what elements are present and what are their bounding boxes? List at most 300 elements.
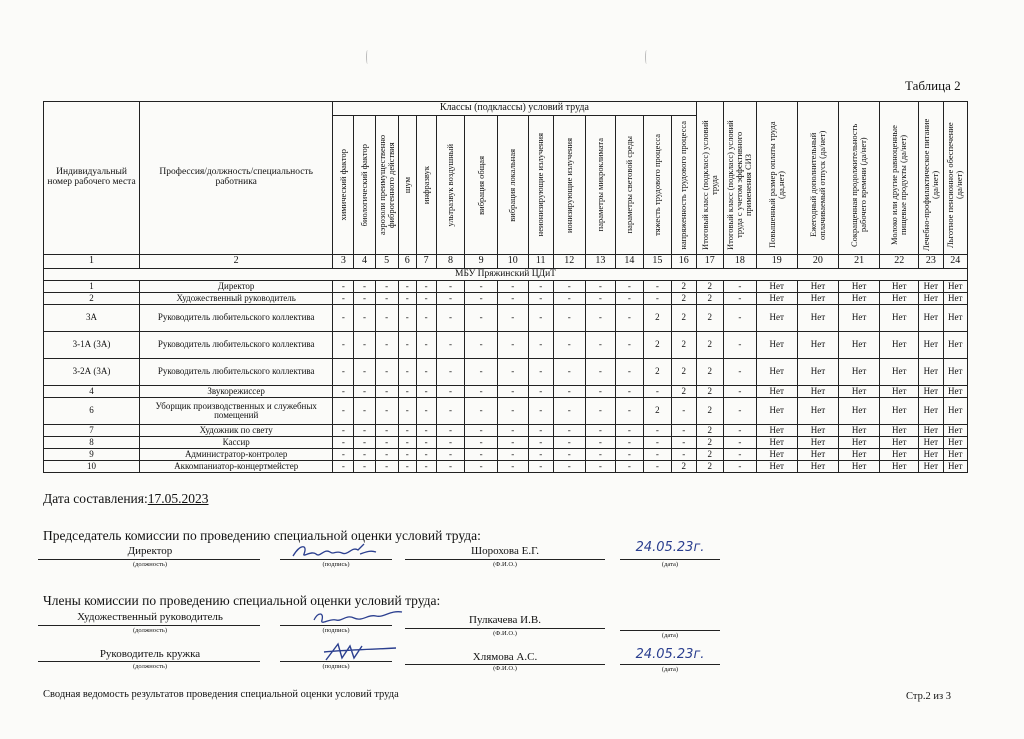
factor-class: - [333, 305, 354, 332]
factor-class: - [333, 332, 354, 359]
factor-class: - [375, 449, 398, 461]
final-class-siz: - [723, 437, 756, 449]
final-class-siz: - [723, 305, 756, 332]
factor-class: - [672, 398, 696, 425]
factor-class: - [616, 305, 643, 332]
table-row [44, 386, 968, 398]
column-number: 5 [375, 255, 398, 269]
factor-class: - [643, 449, 672, 461]
factor-class: - [354, 449, 375, 461]
workplace-id: 3-2А (3А) [44, 359, 140, 386]
factor-class: 2 [672, 293, 696, 305]
factor-class: - [375, 461, 398, 473]
guarantee-value: Нет [839, 449, 880, 461]
factor-class: - [416, 305, 436, 332]
member2-position: Руководитель кружка [99, 648, 201, 660]
factor-class: - [643, 425, 672, 437]
chair-date: 24.05.23г. [635, 540, 705, 555]
header-factor: параметры микроклимата [585, 116, 616, 255]
factor-class: - [497, 461, 528, 473]
guarantee-value: Нет [756, 386, 797, 398]
guarantee-value: Нет [943, 398, 967, 425]
final-class-siz: - [723, 386, 756, 398]
guarantee-value: Нет [919, 461, 943, 473]
factor-class: - [528, 461, 553, 473]
column-number: 4 [354, 255, 375, 269]
factor-class: - [436, 386, 465, 398]
final-class-siz: - [723, 281, 756, 293]
factor-class: - [553, 461, 585, 473]
chair-position-label: (должность) [132, 561, 168, 568]
final-class-siz: - [723, 461, 756, 473]
factor-class: - [497, 332, 528, 359]
guarantee-value: Нет [756, 332, 797, 359]
workplace-id: 10 [44, 461, 140, 473]
factor-class: - [465, 281, 498, 293]
factor-class: 2 [672, 359, 696, 386]
factor-class: - [375, 437, 398, 449]
factor-class: - [333, 425, 354, 437]
guarantee-value: Нет [943, 386, 967, 398]
factor-class: - [354, 398, 375, 425]
member1-position: Художественный руководитель [77, 611, 223, 623]
factor-class: - [416, 425, 436, 437]
factor-class: - [375, 293, 398, 305]
factor-class: - [436, 359, 465, 386]
factor-class: - [585, 449, 616, 461]
guarantee-value: Нет [797, 398, 838, 425]
factor-class: - [585, 461, 616, 473]
header-final-class: Итоговый класс (подкласс) условий труда [696, 102, 723, 255]
column-number: 16 [672, 255, 696, 269]
factor-class: - [497, 359, 528, 386]
page-number: Стр.2 из 3 [906, 691, 951, 702]
factor-class: - [672, 437, 696, 449]
header-classes-group: Классы (подклассы) условий труда [333, 102, 696, 116]
final-class-siz: - [723, 425, 756, 437]
column-number: 21 [839, 255, 880, 269]
factor-class: - [398, 293, 416, 305]
table-row [44, 461, 968, 473]
factor-class: - [528, 386, 553, 398]
chair-signature-label: (подпись) [322, 561, 350, 568]
header-factor: вибрация общая [465, 116, 498, 255]
guarantee-value: Нет [839, 359, 880, 386]
header-factor: неионизирующие излучения [528, 116, 553, 255]
factor-class: - [497, 293, 528, 305]
chair-date-label: (дата) [661, 561, 679, 568]
guarantee-value: Нет [797, 386, 838, 398]
profession: Художник по свету [140, 425, 333, 437]
table-row [44, 359, 968, 386]
factor-class: - [416, 359, 436, 386]
profession: Руководитель любительского коллектива [140, 359, 333, 386]
final-class-siz: - [723, 293, 756, 305]
guarantee-value: Нет [797, 281, 838, 293]
factor-class: - [416, 449, 436, 461]
factor-class: - [333, 437, 354, 449]
workplace-id: 3-1А (3А) [44, 332, 140, 359]
factor-class: - [436, 425, 465, 437]
factor-class: - [585, 425, 616, 437]
final-class: 2 [696, 461, 723, 473]
factor-class: - [398, 398, 416, 425]
date-label: Дата составления: [43, 491, 148, 506]
factor-class: - [465, 425, 498, 437]
factor-class: - [333, 398, 354, 425]
factor-class: - [398, 437, 416, 449]
factor-class: - [553, 398, 585, 425]
final-class: 2 [696, 437, 723, 449]
factor-class: - [354, 305, 375, 332]
factor-class: - [436, 293, 465, 305]
factor-class: - [465, 386, 498, 398]
member1-date-label: (дата) [661, 632, 679, 639]
table-row [44, 293, 968, 305]
factor-class: 2 [672, 461, 696, 473]
factor-class: - [616, 398, 643, 425]
column-number: 13 [585, 255, 616, 269]
header-profession: Профессия/должность/специальность работника [140, 102, 333, 255]
header-factor: аэрозоли преимущественно фиброгенного действия [375, 116, 398, 255]
column-number: 6 [398, 255, 416, 269]
guarantee-value: Нет [839, 425, 880, 437]
guarantee-value: Нет [943, 461, 967, 473]
header-factor: ультразвук воздушный [436, 116, 465, 255]
member2-fio-label: (Ф.И.О.) [493, 665, 517, 672]
guarantee-value: Нет [756, 281, 797, 293]
header-milk: Молоко или другие равноценные пищевые продукты (да/нет) [880, 102, 919, 255]
factor-class: 2 [643, 332, 672, 359]
factor-class: - [375, 281, 398, 293]
final-class: 2 [696, 449, 723, 461]
profession: Руководитель любительского коллектива [140, 305, 333, 332]
factor-class: - [354, 386, 375, 398]
factor-class: - [528, 449, 553, 461]
factor-class: - [398, 386, 416, 398]
profession: Уборщик производственных и служебных помещений [140, 398, 333, 425]
table-row [44, 425, 968, 437]
factor-class: - [553, 449, 585, 461]
header-factor: химический фактор [333, 116, 354, 255]
factor-class: - [416, 332, 436, 359]
factor-class: - [354, 461, 375, 473]
guarantee-value: Нет [919, 293, 943, 305]
factor-class: - [643, 461, 672, 473]
table-row [44, 305, 968, 332]
final-class-siz: - [723, 332, 756, 359]
factor-class: - [333, 293, 354, 305]
guarantee-value: Нет [880, 293, 919, 305]
factor-class: - [616, 332, 643, 359]
factor-class: - [416, 461, 436, 473]
factor-class: - [497, 425, 528, 437]
table-row [44, 437, 968, 449]
guarantee-value: Нет [880, 461, 919, 473]
factor-class: - [465, 449, 498, 461]
factor-class: - [585, 437, 616, 449]
header-pension: Льготное пенсионное обеспечение (да/нет) [943, 102, 967, 255]
factor-class: - [375, 332, 398, 359]
guarantee-value: Нет [797, 293, 838, 305]
factor-class: - [553, 332, 585, 359]
guarantee-value: Нет [880, 398, 919, 425]
guarantee-value: Нет [880, 359, 919, 386]
factor-class: - [436, 305, 465, 332]
table-label: Таблица 2 [905, 78, 961, 93]
factor-class: - [375, 305, 398, 332]
factor-class: - [585, 332, 616, 359]
guarantee-value: Нет [839, 437, 880, 449]
guarantee-value: Нет [797, 305, 838, 332]
guarantee-value: Нет [919, 437, 943, 449]
guarantee-value: Нет [919, 332, 943, 359]
factor-class: - [333, 359, 354, 386]
factor-class: - [553, 281, 585, 293]
table-header [44, 102, 968, 281]
factor-class: - [465, 293, 498, 305]
header-short-time: Сокращенная продолжительность рабочего времени (да/нет) [839, 102, 880, 255]
guarantee-value: Нет [839, 281, 880, 293]
header-factor: шум [398, 116, 416, 255]
factor-class: - [465, 461, 498, 473]
factor-class: - [354, 281, 375, 293]
chair-fio-label: (Ф.И.О.) [493, 561, 517, 568]
column-number: 9 [465, 255, 498, 269]
factor-class: - [585, 359, 616, 386]
factor-class: - [436, 461, 465, 473]
factor-class: - [643, 281, 672, 293]
factor-class: 2 [643, 398, 672, 425]
factor-class: - [416, 437, 436, 449]
factor-class: - [643, 386, 672, 398]
factor-class: - [528, 359, 553, 386]
final-class: 2 [696, 293, 723, 305]
guarantee-value: Нет [756, 293, 797, 305]
workplace-id: 3А [44, 305, 140, 332]
factor-class: - [553, 293, 585, 305]
guarantee-value: Нет [756, 305, 797, 332]
date-value: 17.05.2023 [147, 491, 209, 506]
guarantee-value: Нет [839, 305, 880, 332]
guarantee-value: Нет [839, 332, 880, 359]
guarantee-value: Нет [880, 449, 919, 461]
column-number: 7 [416, 255, 436, 269]
final-class: 2 [696, 398, 723, 425]
factor-class: - [398, 281, 416, 293]
factor-class: 2 [672, 332, 696, 359]
final-class: 2 [696, 281, 723, 293]
column-number: 10 [497, 255, 528, 269]
header-factor: напряженность трудового процесса [672, 116, 696, 255]
member2-position-label: (должность) [132, 663, 168, 670]
guarantee-value: Нет [756, 425, 797, 437]
header-extra-pay: Повышенный размер оплаты труда (да,нет) [756, 102, 797, 255]
factor-class: - [616, 293, 643, 305]
factor-class: - [354, 425, 375, 437]
factor-class: - [528, 398, 553, 425]
factor-class: - [333, 281, 354, 293]
factor-class: - [616, 359, 643, 386]
factor-class: - [465, 359, 498, 386]
factor-class: - [585, 386, 616, 398]
scan-mark [645, 50, 648, 64]
profession: Директор [140, 281, 333, 293]
factor-class: 2 [643, 305, 672, 332]
factor-class: - [465, 305, 498, 332]
factor-class: - [672, 425, 696, 437]
guarantee-value: Нет [797, 425, 838, 437]
final-class-siz: - [723, 398, 756, 425]
guarantee-value: Нет [943, 332, 967, 359]
guarantee-value: Нет [880, 305, 919, 332]
factor-class: - [528, 425, 553, 437]
factor-class: - [553, 437, 585, 449]
header-factor: тяжесть трудового процесса [643, 116, 672, 255]
workplace-id: 2 [44, 293, 140, 305]
factor-class: - [528, 305, 553, 332]
factor-class: - [616, 386, 643, 398]
column-number: 19 [756, 255, 797, 269]
workplace-id: 8 [44, 437, 140, 449]
guarantee-value: Нет [919, 305, 943, 332]
column-number: 2 [140, 255, 333, 269]
column-number: 18 [723, 255, 756, 269]
factor-class: - [585, 305, 616, 332]
footer-title: Сводная ведомость результатов проведения специальной оценки условий труда [43, 689, 399, 700]
factor-class: - [553, 425, 585, 437]
factor-class: - [553, 305, 585, 332]
guarantee-value: Нет [943, 425, 967, 437]
workplace-id: 1 [44, 281, 140, 293]
factor-class: - [465, 332, 498, 359]
members-heading: Члены комиссии по проведению специальной оценки условий труда: [43, 593, 441, 608]
factor-class: - [465, 437, 498, 449]
factor-class: - [416, 386, 436, 398]
factor-class: - [528, 293, 553, 305]
column-number: 1 [44, 255, 140, 269]
factor-class: - [436, 437, 465, 449]
factor-class: - [398, 461, 416, 473]
member1-position-label: (должность) [132, 627, 168, 634]
guarantee-value: Нет [880, 281, 919, 293]
factor-class: - [643, 437, 672, 449]
factor-class: 2 [672, 281, 696, 293]
guarantee-value: Нет [797, 332, 838, 359]
org-name: МБУ Пряжинский ЦДиТ [44, 269, 968, 281]
profession: Кассир [140, 437, 333, 449]
member2-signature-label: (подпись) [322, 663, 350, 670]
guarantee-value: Нет [756, 461, 797, 473]
factor-class: - [416, 398, 436, 425]
guarantee-value: Нет [880, 386, 919, 398]
header-food: Лечебно-профилактическое питание (да/нет) [919, 102, 943, 255]
member2-date-label: (дата) [661, 666, 679, 673]
scan-mark [366, 50, 369, 64]
member2-fio: Хлямова А.С. [472, 651, 538, 663]
table-row [44, 398, 968, 425]
factor-class: - [398, 449, 416, 461]
guarantee-value: Нет [880, 332, 919, 359]
factor-class: 2 [643, 359, 672, 386]
factor-class: - [375, 425, 398, 437]
table-row [44, 332, 968, 359]
factor-class: - [616, 461, 643, 473]
profession: Аккомпаниатор-концертмейстер [140, 461, 333, 473]
final-class: 2 [696, 425, 723, 437]
header-factor: ионизирующие излучения [553, 116, 585, 255]
factor-class: - [416, 293, 436, 305]
guarantee-value: Нет [919, 386, 943, 398]
final-class: 2 [696, 305, 723, 332]
guarantee-value: Нет [797, 449, 838, 461]
chair-position: Директор [127, 545, 173, 557]
guarantee-value: Нет [919, 281, 943, 293]
column-number: 14 [616, 255, 643, 269]
guarantee-value: Нет [756, 359, 797, 386]
column-number: 20 [797, 255, 838, 269]
factor-class: - [585, 293, 616, 305]
factor-class: - [528, 332, 553, 359]
factor-class: - [616, 281, 643, 293]
factor-class: - [436, 398, 465, 425]
guarantee-value: Нет [839, 386, 880, 398]
header-extra-leave: Ежегодный дополнительный оплачиваемый отпуск (да/нет) [797, 102, 838, 255]
factor-class: - [375, 398, 398, 425]
chair-heading: Председатель комиссии по проведению специальной оценки условий труда: [43, 528, 481, 543]
member1-fio: Пулкачева И.В. [469, 614, 541, 626]
guarantee-value: Нет [756, 437, 797, 449]
guarantee-value: Нет [919, 425, 943, 437]
guarantee-value: Нет [943, 293, 967, 305]
column-number: 3 [333, 255, 354, 269]
factor-class: - [497, 386, 528, 398]
table-body [44, 281, 968, 473]
guarantee-value: Нет [943, 437, 967, 449]
factor-class: - [616, 449, 643, 461]
factor-class: - [553, 359, 585, 386]
factor-class: - [398, 425, 416, 437]
factor-class: - [436, 281, 465, 293]
guarantee-value: Нет [839, 293, 880, 305]
column-number: 11 [528, 255, 553, 269]
column-number: 12 [553, 255, 585, 269]
factor-class: - [436, 449, 465, 461]
header-factor: вибрация локальная [497, 116, 528, 255]
final-class: 2 [696, 359, 723, 386]
header-factor: биологический фактор [354, 116, 375, 255]
factor-class: - [375, 359, 398, 386]
profession: Звукорежиссер [140, 386, 333, 398]
factor-class: - [528, 437, 553, 449]
guarantee-value: Нет [919, 359, 943, 386]
factor-class: - [333, 449, 354, 461]
factor-class: - [375, 386, 398, 398]
factor-class: 2 [672, 305, 696, 332]
guarantee-value: Нет [943, 359, 967, 386]
header-factor: инфразвук [416, 116, 436, 255]
profession: Администратор-контролер [140, 449, 333, 461]
member2-date: 24.05.23г. [635, 647, 705, 662]
workplace-id: 4 [44, 386, 140, 398]
factor-class: - [616, 425, 643, 437]
factor-class: - [672, 449, 696, 461]
guarantee-value: Нет [797, 437, 838, 449]
factor-class: - [585, 281, 616, 293]
final-class: 2 [696, 332, 723, 359]
profession: Руководитель любительского коллектива [140, 332, 333, 359]
factor-class: - [398, 359, 416, 386]
